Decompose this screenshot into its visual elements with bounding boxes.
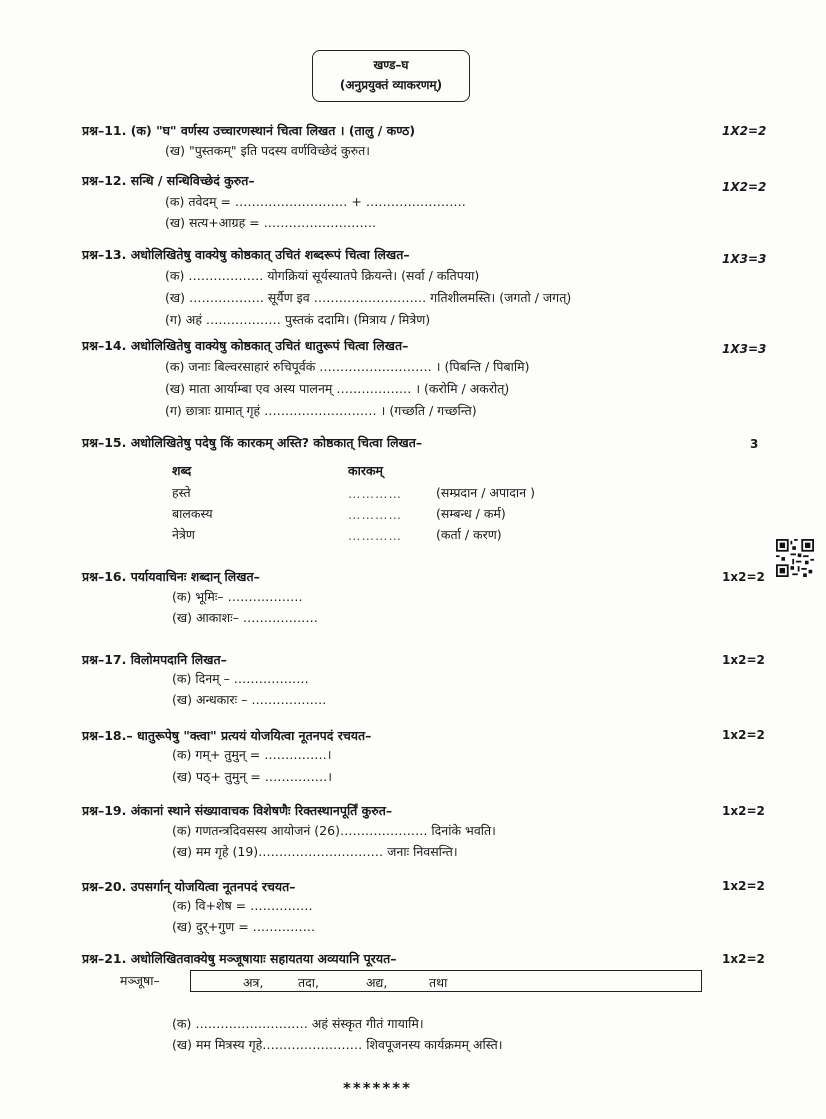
q12-part-b: (ख) सत्य+आग्रह = ………………………	[165, 215, 377, 230]
manjusha-word-3: अद्य,	[366, 975, 388, 990]
q14-part-c: (ग) छात्राः ग्रामात् गृहं ……………………… । (गच्छति / गच्छन्ति)	[165, 403, 477, 418]
q18-marks: 1x2=2	[722, 728, 765, 742]
q14-marks: 1X3=3	[722, 342, 767, 356]
q13-part-a: (क) ……………… योगक्रियां सूर्यस्यातपे क्रियन्ते। (सर्वा / कतिपया)	[165, 268, 480, 283]
q19-part-b: (ख) मम गृहे (19)………………………… जनाः निवसन्ति।	[172, 844, 458, 859]
q15-row1-options: (सम्प्रदान / अपादान )	[436, 485, 535, 500]
q20-stem: प्रश्न–20. उपसर्गान् योजयित्वा नूतनपदं रचयत–	[82, 879, 296, 894]
qr-code-icon	[776, 538, 814, 578]
q12-marks: 1X2=2	[722, 180, 767, 194]
q19-part-a: (क) गणतन्त्रदिवसस्य आयोजनं (26)………………… दिनांके भवति।	[172, 823, 496, 838]
q13-part-c: (ग) अहं ……………… पुस्तकं ददामि। (मित्राय / मित्रेण)	[165, 312, 431, 327]
manjusha-word-2: तदा,	[298, 975, 319, 990]
q16-part-a: (क) भूमिः– ………………	[172, 589, 303, 604]
q15-row3-blank: …………	[348, 528, 402, 543]
q15-row1-blank: …………	[348, 486, 402, 501]
manjusha-label: मञ्जूषा–	[120, 973, 160, 988]
q17-stem: प्रश्न–17. विलोमपदानि लिखत–	[82, 652, 227, 667]
q21-part-a: (क) ……………………… अहं संस्कृत गीतं गायामि।	[172, 1016, 424, 1031]
end-of-section-stars: *******	[343, 1079, 412, 1097]
manjusha-word-4: तथा	[429, 975, 448, 990]
q20-part-a: (क) वि+शेष = ……………	[172, 898, 313, 913]
q18-stem: प्रश्न–18.– धातुरूपेषु "क्त्वा" प्रत्ययं योजयित्वा नूतनपदं रचयत–	[82, 728, 372, 743]
q20-marks: 1x2=2	[722, 879, 765, 893]
q12-stem: प्रश्न–12. सन्धि / सन्धिविच्छेदं कुरुत–	[82, 173, 255, 188]
q15-row3-word: नेत्रेण	[172, 527, 195, 542]
q16-marks: 1x2=2	[722, 570, 765, 584]
q15-row3-options: (कर्ता / करण)	[436, 527, 502, 542]
q13-stem: प्रश्न–13. अधोलिखितेषु वाक्येषु कोष्ठकात् उचितं शब्दरूपं चित्वा लिखत–	[82, 247, 410, 262]
q17-part-b: (ख) अन्धकारः – ………………	[172, 692, 327, 707]
q14-stem: प्रश्न–14. अधोलिखितेषु वाक्येषु कोष्ठकात् उचितं धातुरूपं चित्वा लिखत–	[82, 338, 409, 353]
q14-part-a: (क) जनाः बिल्वरसाहारं रुचिपूर्वकं ……………………… । (पिबन्ति / पिबामि)	[165, 359, 530, 374]
q15-row2-blank: …………	[348, 507, 402, 522]
q15-marks: 3	[750, 437, 759, 451]
q13-part-b: (ख) ……………… सूर्यैण इव ……………………… गतिशीलमस्ति। (जगतो / जगत्)	[165, 290, 572, 305]
q15-row1-word: हस्ते	[172, 485, 191, 500]
manjusha-word-1: अत्र,	[243, 975, 264, 990]
q15-row2-options: (सम्बन्ध / कर्म)	[436, 506, 506, 521]
q12-part-a: (क) तवेदम् = ……………………… + ……………………	[165, 194, 466, 209]
q14-part-b: (ख) माता आर्याम्बा एव अस्य पालनम् ……………… । (करोमि / अकरोत्)	[165, 381, 510, 396]
section-subtitle: (अनुप्रयुक्तं व्याकरणम्)	[339, 78, 443, 92]
q17-part-a: (क) दिनम् – ………………	[172, 671, 309, 686]
q13-marks: 1X3=3	[722, 252, 767, 266]
q18-part-b: (ख) पठ्+ तुमुन् = ……………।	[172, 769, 332, 784]
q15-col-header-karaka: कारकम्	[348, 463, 384, 478]
q18-part-a: (क) गम्+ तुमुन् = ……………।	[172, 747, 332, 762]
q20-part-b: (ख) दुर्+गुण = ……………	[172, 919, 316, 934]
q21-part-b: (ख) मम मित्रस्य गृहे…………………… शिवपूजनस्य कार्यक्रमम् अस्ति।	[172, 1037, 503, 1052]
q11-part-b: (ख) "पुस्तकम्" इति पदस्य वर्णविच्छेदं कुरुत।	[165, 143, 370, 158]
q17-marks: 1x2=2	[722, 653, 765, 667]
q11-stem: प्रश्न–11. (क) "घ" वर्णस्य उच्चारणस्थानं चित्वा लिखत । (तालु / कण्ठ)	[82, 123, 416, 138]
q11-marks: 1X2=2	[722, 124, 767, 138]
q19-marks: 1x2=2	[722, 804, 765, 818]
section-header-box	[312, 50, 470, 102]
section-title: खण्ड–घ	[373, 58, 409, 72]
q15-col-header-word: शब्द	[172, 463, 192, 478]
q16-stem: प्रश्न–16. पर्यायवाचिनः शब्दान् लिखत–	[82, 569, 260, 584]
q15-row2-word: बालकस्य	[172, 506, 213, 521]
q15-stem: प्रश्न–15. अधोलिखितेषु पदेषु किं कारकम् अस्ति? कोष्ठकात् चित्वा लिखत–	[82, 435, 423, 450]
q21-stem: प्रश्न–21. अधोलिखितवाक्येषु मञ्जूषायाः सहायतया अव्ययानि पूरयत–	[82, 951, 397, 966]
q19-stem: प्रश्न–19. अंकानां स्थाने संख्यावाचक विशेषणैः रिक्तस्थानपूर्तिं कुरुत–	[82, 803, 393, 818]
q21-marks: 1x2=2	[722, 952, 765, 966]
q16-part-b: (ख) आकाशः– ………………	[172, 610, 318, 625]
